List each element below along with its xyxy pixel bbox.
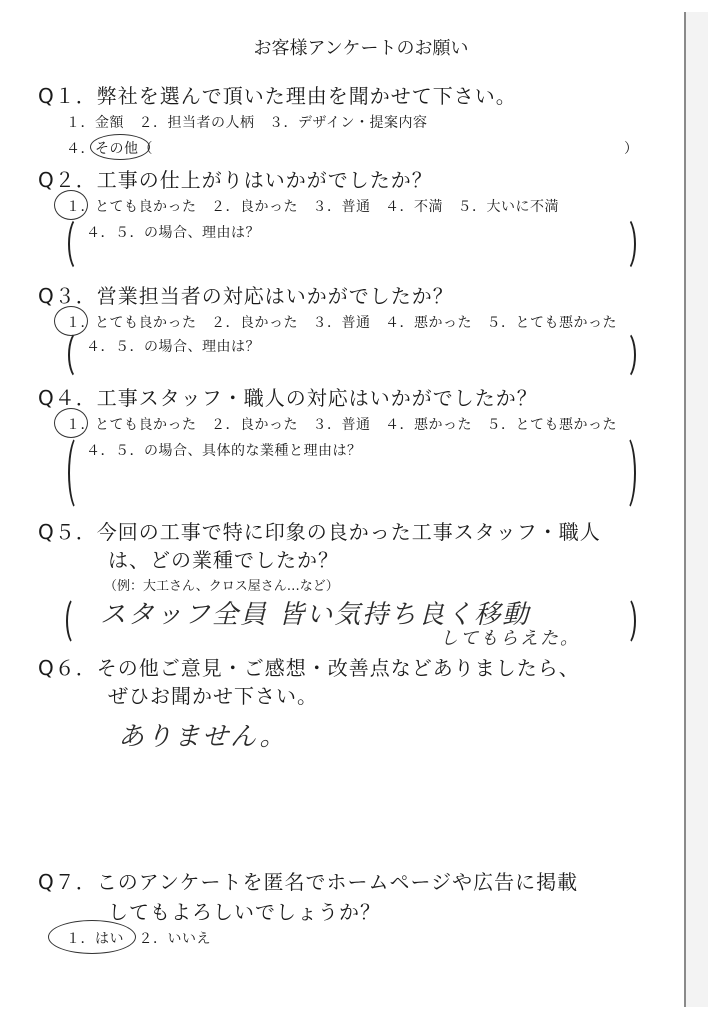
q7-options: １．はい ２．いいえ (66, 931, 211, 947)
q4-answer-circle (54, 408, 88, 438)
q5-answer-left-paren (66, 596, 86, 646)
q1-other-option: ４．その他（ (66, 141, 153, 157)
q7-question-line1: Q７．このアンケートを匿名でホームページや広告に掲載 (38, 870, 579, 894)
q2-answer-circle (54, 190, 88, 220)
q7-question-line2: してもよろしいでしょうか？ (108, 900, 381, 924)
q1-options: １．金額 ２．担当者の人柄 ３．デザイン・提案内容 (66, 115, 428, 131)
q5-example: （例：大工さん、クロス屋さん…など） (104, 579, 339, 594)
q4-question: Q４．工事スタッフ・職人の対応はいかがでしたか？ (38, 386, 538, 410)
q1-question: Q１．弊社を選んで頂いた理由を聞かせて下さい。 (38, 84, 517, 108)
scan-edge (684, 12, 708, 1007)
q5-handwritten-answer-line2: してもらえた。 (440, 628, 580, 649)
q3-question: Q３．営業担当者の対応はいかがでしたか？ (38, 284, 454, 308)
q6-question-line2: ぜひお聞かせ下さい。 (108, 684, 318, 708)
q3-answer-right-paren (614, 330, 636, 380)
q5-handwritten-answer-line1: スタッフ全員 皆い気持ち良く移動 (100, 600, 531, 630)
q1-other-close: ） (624, 141, 639, 157)
q6-question-line1: Q６．その他ご意見・ご感想・改善点などありましたら、 (38, 656, 580, 680)
q5-question-line2: は、どの業種でしたか？ (108, 548, 339, 572)
q4-options: １．とても良かった ２．良かった ３．普通 ４．悪かった ５．とても悪かった (66, 417, 617, 433)
q5-question-line1: Q５．今回の工事で特に印象の良かった工事スタッフ・職人 (38, 520, 601, 544)
q5-answer-right-paren (616, 596, 636, 646)
q2-answer-right-paren (614, 216, 636, 272)
q4-followup: ４．５．の場合、具体的な業種と理由は？ (86, 443, 362, 459)
q2-options: １．とても良かった ２．良かった ３．普通 ４．不満 ５．大いに不満 (66, 199, 559, 215)
survey-title: お客様アンケートのお願い (253, 38, 469, 59)
q1-answer-circle (90, 134, 150, 160)
q2-followup: ４．５．の場合、理由は？ (86, 225, 260, 241)
q3-options: １．とても良かった ２．良かった ３．普通 ４．悪かった ５．とても悪かった (66, 315, 617, 331)
q2-question: Q２．工事の仕上がりはいかがでしたか？ (38, 168, 433, 192)
q3-followup: ４．５．の場合、理由は？ (86, 339, 260, 355)
q4-answer-right-paren (614, 434, 636, 512)
q7-answer-circle (48, 920, 136, 954)
q6-handwritten-answer: ありません。 (118, 722, 288, 752)
